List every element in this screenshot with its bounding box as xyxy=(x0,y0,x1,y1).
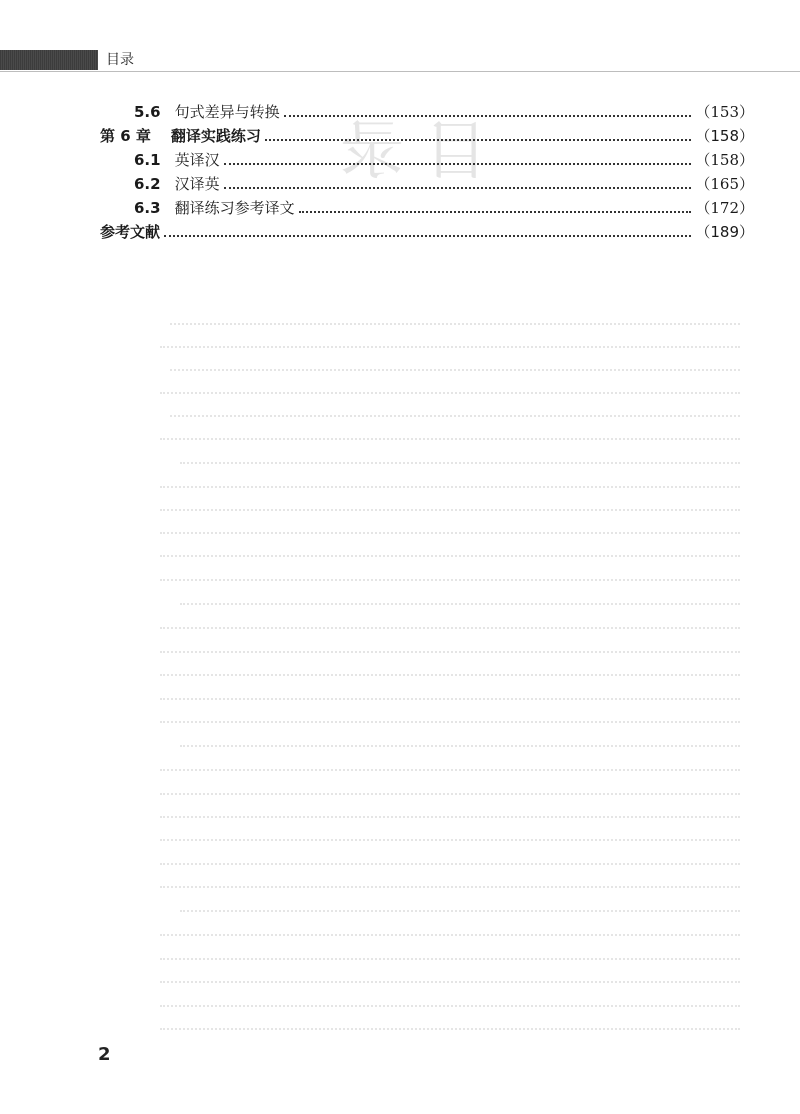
toc-entry-title: 句式差异与转换 xyxy=(174,103,280,121)
toc-entry-title: 汉译英 xyxy=(174,175,220,193)
toc-entry-page: （153） xyxy=(695,103,754,121)
toc-entry-number: 6.3 xyxy=(134,199,161,217)
toc-entry-number: 5.6 xyxy=(134,103,161,121)
toc-entry-chapter-6[interactable] xyxy=(100,124,754,148)
toc-entry-page: （172） xyxy=(695,199,754,217)
toc-entry-number: 6.2 xyxy=(134,175,161,193)
header-title: 目录 xyxy=(106,52,134,68)
show-through-heading: 目 录 xyxy=(340,115,489,189)
toc-leader-dots xyxy=(224,186,692,189)
toc-entry-6-3[interactable] xyxy=(134,196,754,220)
toc-entry-number: 第 6 章 xyxy=(100,127,151,145)
toc-entry-page: （189） xyxy=(695,223,754,241)
toc-entry-title: 英译汉 xyxy=(174,151,220,169)
toc-entry-title: 参考文献 xyxy=(100,223,161,241)
toc-entry-page: （158） xyxy=(695,151,754,169)
toc-leader-dots xyxy=(224,162,692,165)
toc-leader-dots xyxy=(164,234,691,237)
toc-entry-page: （158） xyxy=(695,127,754,145)
header-decorative-bar xyxy=(0,50,98,70)
toc-entry-references[interactable] xyxy=(100,220,754,244)
toc-leader-dots xyxy=(299,210,692,213)
toc-entry-6-2[interactable] xyxy=(134,172,754,196)
toc-leader-dots xyxy=(265,138,691,141)
toc-entry-6-1[interactable] xyxy=(134,148,754,172)
page-number: 2 xyxy=(98,1044,111,1065)
toc-entry-title: 翻译练习参考译文 xyxy=(174,199,295,217)
toc-entry-number: 6.1 xyxy=(134,151,161,169)
toc-entry-5-6[interactable] xyxy=(134,100,754,124)
header-divider xyxy=(0,71,800,72)
toc-entry-title: 翻译实践练习 xyxy=(170,127,261,145)
toc-leader-dots xyxy=(284,114,692,117)
toc-entry-page: （165） xyxy=(695,175,754,193)
